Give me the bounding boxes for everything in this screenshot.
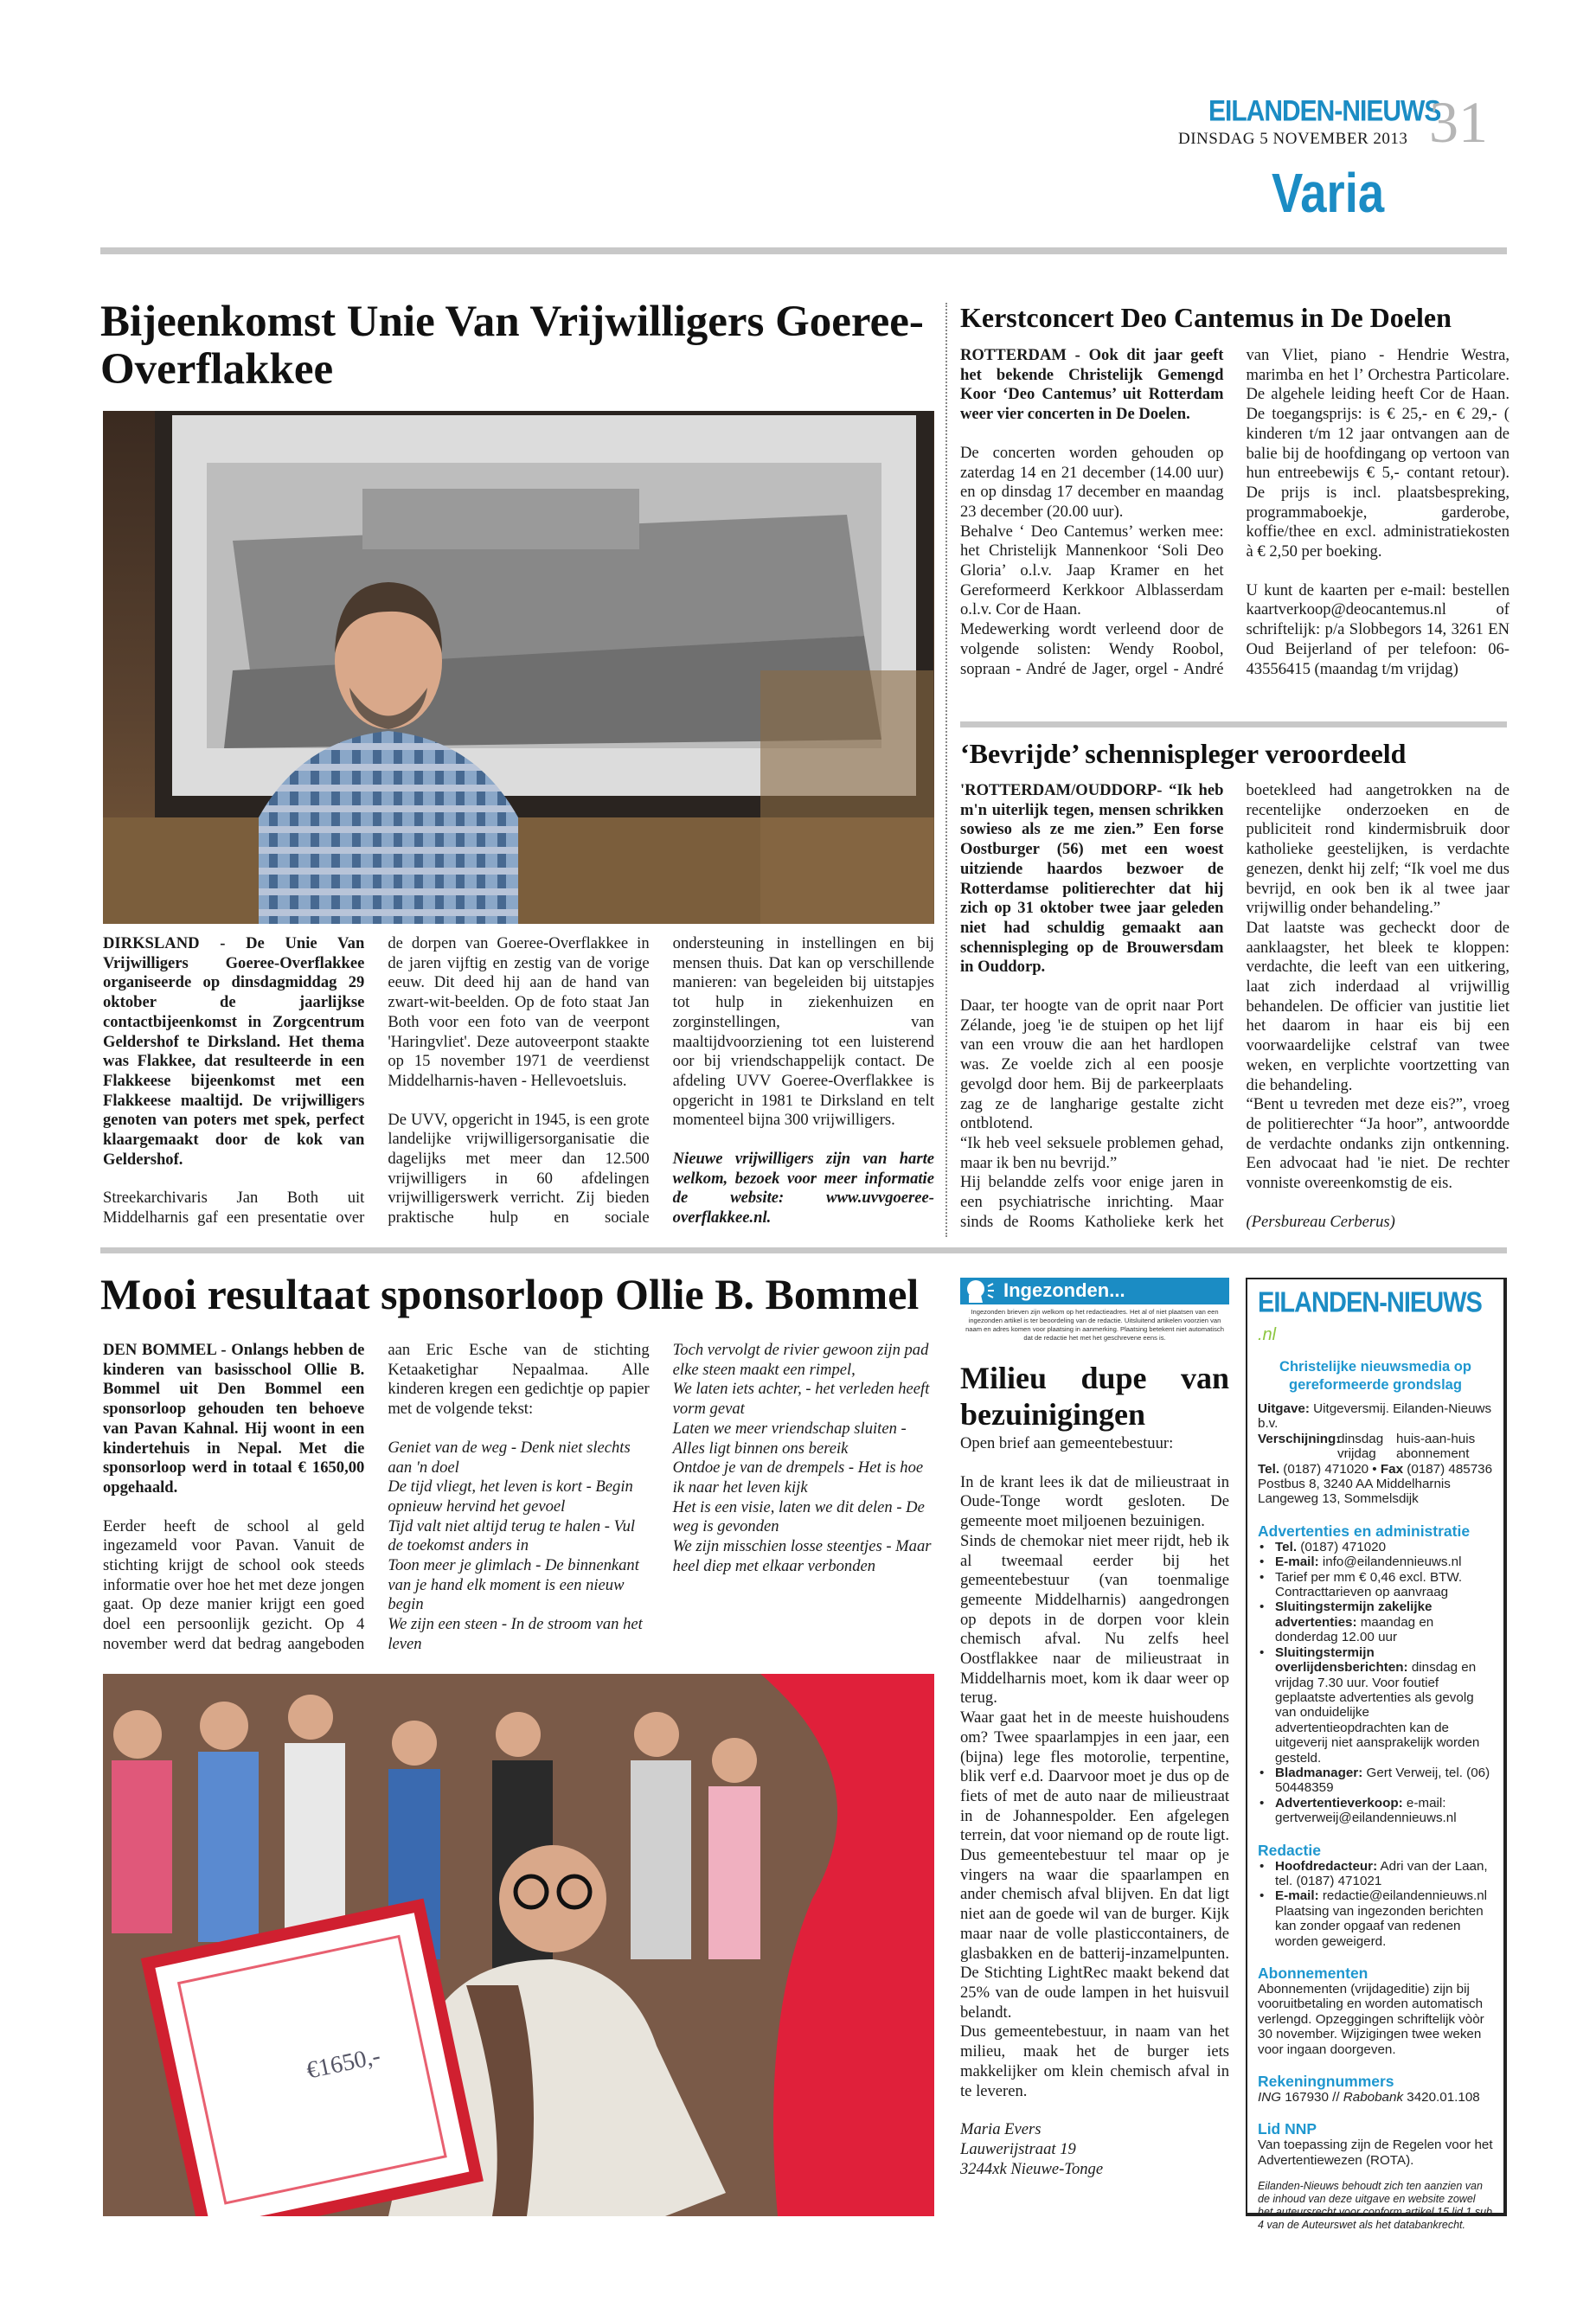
item-label: E-mail: [1275, 1888, 1319, 1904]
article-title-kerstconcert: Kerstconcert Deo Cantemus in De Doelen [960, 302, 1452, 333]
article-paragraph: Medewerking wordt verleend door de volgende solisten: Wendy Roobol, sopraan - André de Jager, orgel - André van Vliet, piano - Hendrie Westra, marimba en het l’ Orchestra Particolare. De algehele leiding heeft Cor de Haan. De toegangsprijs: is € 25,- en € 29,- ( kinderen t/m 12 jaar ontvangen aan de balie bij de hoofdingang op vertoon van hun entreebewijs € 5,- contant retour). De prijs is incl. plaatsbespreking, programmaboekje, garderobe, koffie/thee en excl. administratiekosten à € 2,50 per boeking. [960, 346, 1509, 678]
signature-street: Lauwerijstraat 19 [960, 2139, 1076, 2158]
article-paragraph: Daar, ter hoogte van de oprit naar Port Zélande, joeg 'ie de stuipen op het lijf van een vrouw die aan het hardlopen was. Ze voelde zich al een poosje gevolgd door hem. Bij de parkeerplaats zag ze de langharige gestalte zicht ontblotend. [960, 997, 1224, 1133]
ingezonden-banner [960, 1278, 1229, 1304]
bank-label: ING [1258, 2090, 1282, 2106]
colophon-item [1258, 1599, 1493, 1644]
poem-line: We zijn een steen - In de stroom van het leven [388, 1615, 643, 1653]
photo-scene [103, 411, 934, 924]
poem-line: Toch vervolgt de rivier gewoon zijn pad [672, 1341, 929, 1359]
poem-line: Ontdoe je van de drempels - Het is hoe ik naar het leven kijk [672, 1458, 924, 1497]
colophon-tagline: Christelijke nieuwsmedia op gereformeerde grondslag [1279, 1359, 1471, 1393]
label: Fax [1380, 1461, 1404, 1477]
page-number: 31 [1429, 89, 1488, 155]
section-rule [100, 1247, 1507, 1253]
article-title-schennispleger: ‘Bevrijde’ schennispleger veroordeeld [960, 738, 1407, 769]
article-quote: “Ik heb veel seksuele problemen gehad, maar ik ben nu bevrijd.” [960, 1133, 1224, 1172]
item-text: Tarief per mm € 0,46 excl. BTW. Contracttarieven op aanvraag [1275, 1569, 1463, 1600]
poem-line: De tijd vliegt, het leven is kort - Begin opnieuw hervind het gevoel [388, 1477, 633, 1516]
bank-number: 167930 // [1281, 2090, 1343, 2106]
article-paragraph: Behalve ‘ Deo Cantemus’ werken mee: het Christelijk Mannenkoor ‘Soli Deo Gloria’ o.l.v. Jaap Kramer en het Gereformeerd Kerkkoor Alblasserdam o.l.v. Cor de Haan. [960, 522, 1224, 619]
poem-line: Laten we meer vriendschap sluiten - Alles ligt binnen ons bereik [672, 1419, 907, 1458]
verschijning-day: dinsdag [1337, 1431, 1384, 1446]
item-label: Tel. [1275, 1539, 1298, 1554]
verschijning-type: abonnement [1396, 1446, 1470, 1462]
article-paragraph: Eerder heeft de school al geld ingezameld voor Pavan. Vanuit de stichting krijgt de school ook steeds informatie over hoe het met deze jongen gaat. Op deze manier krijgt een goed doel een persoonlijk gezicht. Op 4 november werd dat bedrag aangeboden aan Eric Esche van de stichting Ketaaketighar Nepaalmaa. Alle kinderen kregen een gedichtje op papier met de volgende tekst: [103, 1341, 650, 1653]
item-text: e-mail: gertverweij@eilandennieuws.nl [1275, 1795, 1457, 1826]
photo-uvv-presentation [103, 411, 934, 924]
article-paragraph: Hij belandde zelfs voor enige jaren in een psychiatrische inrichting. Maar sinds de Rooms Katholieke kerk het boetekleed had aangetrokken na de recentelijke onderzoeken en de publiciteit rond kindermisbruik door katholieke geestelijken, is verdachte genezen, denkt hij zelf; “Ik voel me dus bevrijd, en ook ben ik al twee jaar vrijwillig onder behandeling.” [960, 781, 1509, 1231]
article-source: (Persbureau Cerberus) [1246, 1212, 1395, 1231]
colophon-box [1246, 1278, 1507, 2232]
article-paragraph: Sinds de chemokar niet meer rijdt, heb ik al tweemaal eerder bij het gemeentebestuur (van toenmalige gemeente Middelharnis) aangedrongen op depots in de dorpen voor klein chemisch afval. Nu zelfs heel Oostflakkee naar de milieustraat in Middelharnis moet, kom ik daar weer op terug. [960, 1531, 1229, 1708]
poem-line: Geniet van de weg - Denk niet slechts aan 'n doel [388, 1438, 631, 1477]
label: Uitgave: [1258, 1401, 1310, 1416]
issue-date: DINSDAG 5 NOVEMBER 2013 [1178, 130, 1408, 148]
fax: (0187) 485736 [1407, 1461, 1493, 1477]
article-paragraph: De UVV, opgericht in 1945, is een grote landelijke vrijwilligersorganisatie die dagelijks met meer dan 12.500 vrijwilligers in 60 afdelingen vrijwilligerswerk verricht. Zij bieden praktische hulp en sociale ondersteuning in instellingen en bij mensen thuis. Dat kan op verschillende manieren: van begeleiden bij uitstapjes tot hulp in ziekenhuizen en zorginstellingen, van maaltijdvoorziening tot een luisterend oor bij vriendschappelijk contact. De afdeling UVV Goeree-Overflakkee is opgericht in 1981 te Dirksland en telt momenteel bijna 300 vrijwilligers. [388, 934, 934, 1227]
colophon-heading: Redactie [1258, 1841, 1321, 1859]
photo-scene [103, 1674, 934, 2216]
article-title-uvv: Bijeenkomst Unie Van Vrijwilligers Goeree-Overflakkee [100, 298, 924, 394]
disclaimer: Eilanden-Nieuws behoudt zich ten aanzien van de inhoud van deze uitgave en website zowel het auteursrecht voor conform artikel 15 lid 1 sub 4 van de Auteurswet als het databankrecht. [1258, 2180, 1492, 2232]
rekeningnummers [1258, 2090, 1493, 2105]
colophon-item [1258, 1888, 1493, 1949]
item-text: maandag en donderdag 12.00 uur [1275, 1614, 1434, 1645]
ingezonden-label: Ingezonden... [1003, 1279, 1125, 1301]
colophon-heading: Advertenties en administratie [1258, 1522, 1471, 1540]
item-text: Adri van der Laan, tel. (0187) 471021 [1275, 1858, 1488, 1888]
poem-line: Toon meer je glimlach - De binnenkant van je hand elk moment is een nieuw begin [388, 1556, 639, 1614]
section-rule [960, 721, 1507, 727]
article-paragraph: Dat laatste was gecheckt door de aanklaagster, het bleek te kloppen: verdachte, die leeft van een uitkering, laat zich inderdaad al vrijwillig behandelen. De officier van justitie liet het daarom in haar eis bij een voorwaardelijke celstraf van twee weken, en verplichte voortzetting van die behandeling. [1246, 918, 1509, 1094]
colophon-item [1258, 1645, 1493, 1766]
adv-list [1258, 1540, 1493, 1826]
abonnementen-text: Abonnementen (vrijdageditie) zijn bij vooruitbetaling en worden automatisch verlengd. Opzeggingen schriftelijk vòòr 30 november. Wijzigingen twee weken voor ingaan doorgeven. [1258, 1982, 1484, 2057]
poem-line: elke steen maakt een rimpel, [672, 1360, 856, 1379]
article-paragraph: U kunt de kaarten per e-mail: bestellen kaartverkoop@deocantemus.nl of schriftelijk: p/a Slobbegors 14, 3261 EN Oud Beijerland of per telefoon: 06-43556415 (maandag t/m vrijdag) [1246, 580, 1509, 678]
label: Verschijning: [1258, 1431, 1341, 1446]
poem-line: Het is een visie, laten we dit delen - De weg is gevonden [672, 1497, 925, 1536]
signature-city: 3244xk Nieuwe-Tonge [960, 2159, 1104, 2178]
newspaper-logo: EILANDEN-NIEUWS [1208, 94, 1441, 128]
item-text: info@eilandennieuws.nl [1318, 1554, 1462, 1570]
postbus: Postbus 8, 3240 AA Middelharnis [1258, 1477, 1451, 1492]
header-rule [100, 247, 1507, 254]
article-body-milieu [960, 1434, 1229, 2230]
colophon-heading: Abonnementen [1258, 1965, 1368, 1982]
bank-label: Rabobank [1343, 2090, 1404, 2106]
colophon-heading: Rekeningnummers [1258, 2073, 1394, 2091]
colophon-item [1258, 1570, 1493, 1600]
address: Langeweg 13, Sommelsdijk [1258, 1491, 1419, 1507]
article-paragraph: Dus gemeentebestuur, in naam van het milieu, maak het de burger iets makkelijker om klein chemisch afval in te leveren. [960, 2022, 1229, 2100]
item-label: Hoofdredacteur: [1275, 1858, 1378, 1874]
item-label: Bladmanager: [1275, 1765, 1363, 1780]
article-website-note[interactable]: Nieuwe vrijwilligers zijn van harte welkom, bezoek voor meer informatie de website: www.uvvgoeree-overflakkee.nl. [672, 1150, 934, 1227]
article-paragraph: “Bent u tevreden met deze eis?”, vroeg de politierechter “Ja hoor”, antwoordde de verdachte ondanks zijn ontkenning. Een advocaat had 'ie niet. De rechter vonniste overeenkomstig de eis. [1246, 1095, 1509, 1193]
poem-line: Tijd valt niet altijd terug te halen - Vul de toekomst anders in [388, 1516, 636, 1555]
speaking-head-icon [964, 1279, 998, 1303]
section-title: Varia [1272, 162, 1385, 224]
verschijning-day: vrijdag [1337, 1446, 1376, 1462]
item-label: E-mail: [1275, 1554, 1319, 1570]
article-paragraph: Waar gaat het in de meeste huishoudens om? Twee spaarlampjes in een jaar, een (bijna) lege fles motorolie, terpentine, blik verf e.d. Daarvoor moet je dus op de fiets of met de auto naar de milieustraat in de Johannespolder. Een afgelegen terrein, dat voor niemand op de route ligt. Dus gemeentebestuur tel maar op je vingers na waar die spaarlampen en ander chemisch afval blijven. En dat ligt niet aan de goede wil van de burger. Kijk maar naar de volle plasticcontainers, de glasbakken en de batterij-inzamelpunten. De Stichting LightRec maakt bekend dat 25% van de oude lampen in het huisvuil belandt. [960, 1708, 1229, 2022]
article-title-sponsorloop: Mooi resultaat sponsorloop Ollie B. Bommel [100, 1270, 920, 1318]
colophon-item [1258, 1766, 1493, 1796]
bank-number: 3420.01.108 [1403, 2090, 1480, 2106]
article-lead: 'ROTTERDAM/OUDDORP- “Ik heb m'n uiterlijk tegen, mensen schrikken sowieso als ze me zien.” Een forse Oostburger (56) met een woest uitziende haardos bezwoer de Rotterdamse politierechter dat hij zich op 31 oktober twee jaar geleden niet had schuldig gemaakt aan schennispleging op de Brouwersdam in Ouddorp. [960, 781, 1224, 977]
signature-name: Maria Evers [960, 2120, 1042, 2139]
verschijning-type: huis-aan-huis [1396, 1431, 1476, 1446]
article-body-schennispleger [960, 781, 1509, 1240]
article-lead: DEN BOMMEL - Onlangs hebben de kinderen van basisschool Ollie B. Bommel uit Den Bommel een sponsorloop gehouden ten behoeve van Pavan Kahnal. Hij woont in een kindertehuis in Nepal. Met die sponsorloop werd in totaal € 1650,00 opgehaald. [103, 1341, 365, 1497]
item-text: Gert Verweij, tel. (06) 50448359 [1275, 1765, 1490, 1796]
article-lead: ROTTERDAM - Ook dit jaar geeft het bekende Christelijk Gemengd Koor ‘Deo Cantemus’ uit Rotterdam weer vier concerten in De Doelen. [960, 346, 1224, 424]
colophon-item [1258, 1554, 1493, 1569]
article-paragraph: Streekarchivaris Jan Both uit Middelharnis gaf een presentatie over de dorpen van Goeree-Overflakkee in de jaren vijftig en zestig van de vorige eeuw. Dit deed hij aan de hand van zwart-wit-beelden. Op de foto staat Jan Both voor een foto van de veerpont 'Haringvliet'. Deze autoveerpont staakte op 15 november 1971 de veerdienst Middelharnis-haven - Hellevoetsluis. [103, 934, 650, 1227]
label: Tel. [1258, 1461, 1280, 1477]
certificate-amount: €1650,- [304, 2042, 383, 2085]
article-body-sponsorloop [103, 1341, 934, 1668]
colophon-logo: EILANDEN-NIEUWS.nl [1258, 1286, 1482, 1344]
article-paragraph: De concerten worden gehouden op zaterdag 14 en 21 december (14.00 uur) en op dinsdag 17 december en maandag 23 december (20.00 uur). [960, 443, 1224, 521]
item-label: Sluitingstermijn zakelijke advertenties: [1275, 1599, 1433, 1630]
poem-line: We laten iets achter, - het verleden heeft vorm gevat [672, 1380, 930, 1419]
item-label: Sluitingstermijn overlijdensberichten: [1275, 1644, 1408, 1676]
article-title-milieu: Milieu dupe van bezuinigingen [960, 1361, 1229, 1432]
item-text: redactie@eilandennieuws.nl Plaatsing van ingezonden berichten kan zonder opgaaf van redenen worden geweigerd. [1275, 1888, 1488, 1949]
uitgave: Uitgeversmij. Eilanden-Nieuws b.v. [1258, 1401, 1492, 1432]
item-text: dinsdag en vrijdag 7.30 uur. Voor foutief geplaatste advertenties als gevolg van onduidelijke advertentieopdrachten kan de uitgeverij niet aansprakelijk worden gesteld. [1275, 1660, 1480, 1766]
article-paragraph: In de krant lees ik dat de milieustraat in Oude-Tonge wordt gesloten. De gemeente moet miljoenen bezuinigen. [960, 1472, 1229, 1531]
column-divider [945, 303, 947, 1237]
colophon-item [1258, 1796, 1493, 1826]
article-lead: DIRKSLAND - De Unie Van Vrijwilligers Goeree-Overflakkee organiseerde op dinsdagmiddag 29 oktober de jaarlijkse contactbijeenkomst in Zorgcentrum Geldershof te Dirksland. Het thema was Flakkee, dat resulteerde in een Flakkeese bijeenkomst met een Flakkeese maaltijd. De vrijwilligers genoten van poters met spek, perfect klaargemaakt door de kok van Geldershof. [103, 934, 365, 1169]
article-body-uvv [103, 934, 934, 1241]
item-text: (0187) 471020 [1297, 1539, 1387, 1554]
nnp-text: Van toepassing zijn de Regelen voor het Advertentiewezen (ROTA). [1258, 2138, 1493, 2168]
redactie-list [1258, 1859, 1493, 1949]
colophon-item [1258, 1540, 1493, 1554]
photo-sponsorloop-check [103, 1674, 934, 2216]
item-label: Advertentieverkoop: [1275, 1795, 1403, 1811]
colophon-heading: Lid NNP [1258, 2120, 1317, 2138]
letter-signature [960, 2120, 1229, 2179]
colophon-item [1258, 1859, 1493, 1889]
ingezonden-note: Ingezonden brieven zijn welkom op het redactieadres. Het al of niet plaatsen van een ingezonden artikel is ter beoordeling van de redactie. Uitsluitend artikelen voorzien van naam en adres komen voor plaatsing in aanmerking. Plaatsing betekent niet automatisch dat de redactie het met het geschrevene eens is. [965, 1308, 1224, 1342]
article-subtitle: Open brief aan gemeentebestuur: [960, 1434, 1174, 1452]
poem-line: We zijn misschien losse steentjes - Maar heel diep met elkaar verbonden [672, 1537, 932, 1575]
phone: (0187) 471020 • [1283, 1461, 1377, 1477]
article-body-kerstconcert [960, 346, 1509, 688]
